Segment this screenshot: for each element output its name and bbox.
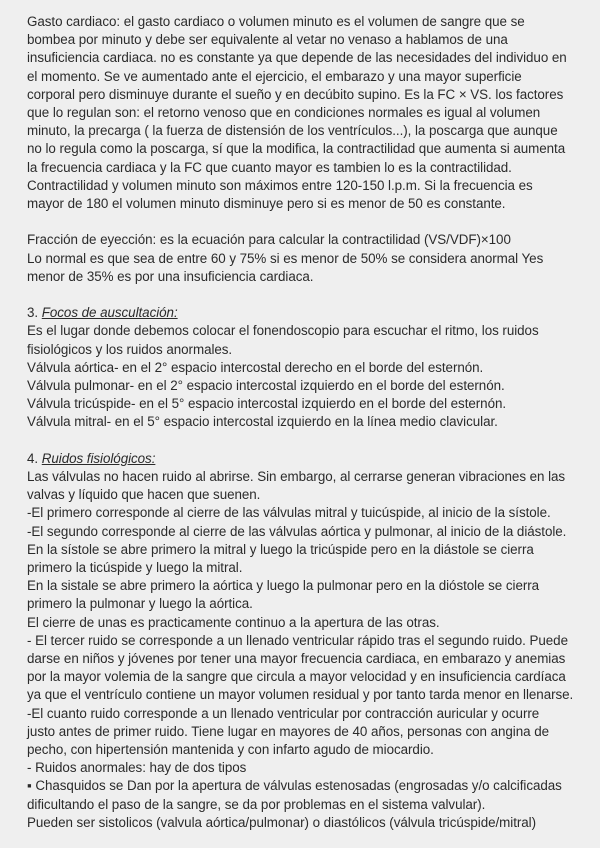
- ruidos-fisiologicos-section: [27, 450, 582, 832]
- text-line: Pueden ser sistolicos (valvula aórtica/pulmonar) o diastólicos (válvula tricúspide/mitral): [27, 814, 537, 830]
- section-number: 3.: [27, 305, 39, 321]
- text-line: menor de 35% es por una insuficiencia cardiaca.: [27, 268, 314, 284]
- text-line: primero la ticúspide y luego la mitral.: [27, 560, 243, 576]
- section-title: Ruidos fisiológicos:: [41, 450, 156, 466]
- text-line: insuficiencia cardiaca. no es constante ya que depende de las necesidades del individuo en: [27, 50, 567, 66]
- text-line: pecho, con hipertensión mantenida y con infarto agudo de miocardio.: [27, 742, 434, 758]
- text-line: Las válvulas no hacen ruido al abrirse. Sin embargo, al cerrarse generan vibraciones en las: [27, 469, 566, 485]
- text-line: por la mayor volemia de la sangre que circula a mayor velocidad y en insuficiencia cardíaca: [27, 669, 566, 685]
- text-line: ya que el ventrículo contiene un mayor volumen residual y por tanto tarda menor en llenarse.: [27, 687, 574, 703]
- text-line: primero la pulmonar y luego la aórtica.: [27, 596, 253, 612]
- text-line: El cierre de unas es practicamente continuo a la apertura de las otras.: [27, 614, 440, 630]
- text-line: Es el lugar donde debemos colocar el fonendoscopio para escuchar el ritmo, los ruidos: [27, 323, 539, 339]
- gasto-cardiaco-paragraph: [27, 13, 582, 213]
- text-line: no lo regula como la poscarga, sí que la modifica, la contractilidad que aumenta si aumenta: [27, 141, 566, 157]
- text-line: que lo regulan son: el retorno venoso que en condiciones normales es igual al volumen: [27, 105, 541, 121]
- text-line: Válvula mitral- en el 5° espacio intercostal izquierdo en la línea medio clavicular.: [27, 414, 498, 430]
- text-line: mayor de 180 el volumen minuto disminuye pero si es menor de 50 es constante.: [27, 196, 506, 212]
- paragraph-spacer: [27, 286, 582, 304]
- text-line: dificultando el paso de la sangre, se da por problemas en el sistema valvular).: [27, 796, 486, 812]
- section-heading: [27, 304, 582, 322]
- focos-auscultacion-section: [27, 304, 582, 431]
- paragraph-spacer: [27, 432, 582, 450]
- text-line: corporal pero disminuye durante el sueño y en decúbito supino. Es la FC × VS. los factores: [27, 86, 564, 102]
- section-heading: [27, 450, 582, 468]
- text-line: En la sistale se abre primero la aórtica y luego la pulmonar pero en la dióstole se cierra: [27, 578, 540, 594]
- text-line: ▪ Chasquidos se Dan por la apertura de válvulas estenosadas (engrosadas y/o calcificadas: [27, 778, 562, 794]
- text-line: En la sístole se abre primero la mitral y luego la tricúspide pero en la diástole se cierra: [27, 541, 534, 557]
- text-line: Contractilidad y volumen minuto son máximos entre 120-150 l.p.m. Si la frecuencia es: [27, 177, 533, 193]
- text-line: -El segundo corresponde al cierre de las válvulas aórtica y pulmonar, al inicio de la diástole.: [27, 523, 567, 539]
- text-line: - El tercer ruido se corresponde a un llenado ventricular rápido tras el segundo ruido. Puede: [27, 632, 568, 648]
- text-line: la frecuencia cardiaca y la FC que cuanto mayor es tambien lo es la contractilidad.: [27, 159, 512, 175]
- text-line: Lo normal es que sea de entre 60 y 75% si es menor de 50% se considera anormal Yes: [27, 250, 544, 266]
- text-line: Válvula aórtica- en el 2° espacio intercostal derecho en el borde del esternón.: [27, 359, 484, 375]
- text-line: Válvula tricúspide- en el 5° espacio intercostal izquierdo en el borde del esternón.: [27, 396, 507, 412]
- text-line: Fracción de eyección: es la ecuación para calcular la contractilidad (VS/VDF)×100: [27, 232, 511, 248]
- section-number: 4.: [27, 450, 39, 466]
- text-line: fisiológicos y los ruidos anormales.: [27, 341, 233, 357]
- text-line: Gasto cardiaco: el gasto cardiaco o volumen minuto es el volumen de sangre que se: [27, 14, 525, 29]
- text-line: bombea por minuto y debe ser equivalente al vetar no venaso a hablamos de una: [27, 32, 508, 48]
- text-line: -El primero corresponde al cierre de las válvulas mitral y tuicúspide, al inicio de la sístole.: [27, 505, 551, 521]
- text-line: el momento. Se ve aumentado ante el ejercicio, el embarazo y una mayor superficie: [27, 68, 522, 84]
- text-line: -El cuanto ruido corresponde a un llenado ventricular por contracción auricular y ocurre: [27, 705, 540, 721]
- fraccion-eyeccion-paragraph: [27, 231, 582, 286]
- section-title: Focos de auscultación:: [41, 305, 178, 321]
- paragraph-spacer: [27, 213, 582, 231]
- text-line: justo antes de primer ruido. Tiene lugar en mayores de 40 años, personas con angina de: [27, 723, 549, 739]
- text-line: Válvula pulmonar- en el 2° espacio intercostal izquierdo en el borde del esternón.: [27, 378, 505, 394]
- text-line: minuto, la precarga ( la fuerza de distensión de los ventrículos...), la poscarga que aunque: [27, 123, 558, 139]
- text-line: valvas y líquido que hacen que suenen.: [27, 487, 261, 503]
- text-line: - Ruidos anormales: hay de dos tipos: [27, 760, 247, 776]
- text-line: darse en niños y jóvenes por tener una mayor frecuencia cardiaca, en embarazo y anemias: [27, 651, 566, 667]
